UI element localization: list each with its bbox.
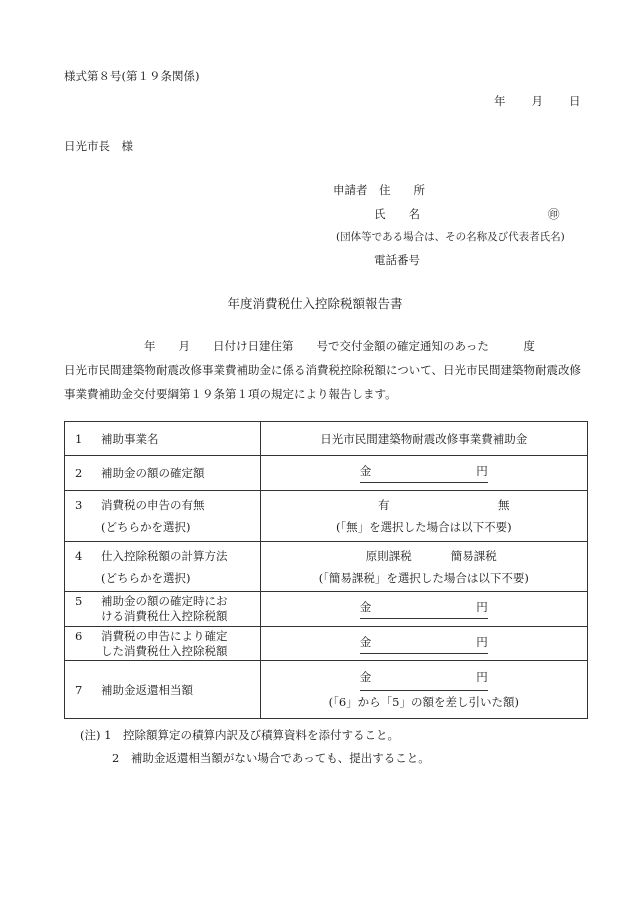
row-label-cell (65, 542, 261, 592)
row-label-line-1: 消費税の申告により確定 (101, 628, 228, 643)
row-label: 補助金返還相当額 (101, 682, 193, 697)
row-label: 補助事業名 (101, 431, 159, 446)
applicant-org-note: (団体等である場合は、その名称及び代表者氏名) (336, 231, 565, 243)
report-table (64, 421, 588, 719)
choose-one-note: (どちらかを選択) (101, 520, 191, 534)
note-2: 2 補助金返還相当額がない場合であっても、提出すること。 (112, 751, 430, 765)
table-row (65, 456, 588, 491)
option-general-taxation[interactable]: 原則課税 (365, 548, 412, 563)
applicant-phone-label: 電話番号 (374, 253, 420, 267)
refund-amount-cell (260, 661, 587, 719)
kin-label: 金 (359, 464, 372, 478)
refund-calc-note: (「6」から「5」の額を差し引いた額) (328, 695, 519, 709)
confirmed-amount-field[interactable] (260, 456, 587, 491)
note-1: (注) 1 控除額算定の積算内訳及び積算資料を添付すること。 (80, 728, 399, 742)
date-year-label: 年 (494, 94, 506, 108)
row-number: 2 (75, 466, 83, 480)
row-number: 3 (75, 498, 83, 512)
table-row (65, 422, 588, 456)
project-name-value: 日光市民間建築物耐震改修事業費補助金 (260, 422, 587, 456)
option-no[interactable]: 無 (498, 498, 510, 512)
row-label-cell (65, 661, 261, 719)
en-label: 円 (476, 634, 488, 649)
applicant-name-label: 氏 名 (374, 207, 420, 221)
row-number: 1 (75, 431, 83, 446)
row-label-cell (65, 491, 261, 542)
deduction-at-confirmation-field[interactable] (260, 592, 587, 627)
row-label-cell (65, 456, 261, 491)
statement-line-2: 日光市民間建築物耐震改修事業費補助金に係る消費税控除税額について、日光市民間建築物耐震改修事業費補助金交付要綱第１９条第１項の規定により報告します。 (64, 363, 582, 401)
row-label-cell (65, 592, 261, 627)
table-row (65, 627, 588, 661)
row-number: 6 (75, 628, 83, 643)
addressee: 日光市長 様 (64, 139, 133, 153)
row-label: 補助金の額の確定額 (101, 466, 205, 480)
option-note: (「簡易課税」を選択した場合は以下不要) (318, 570, 529, 585)
choose-one-note: (どちらかを選択) (101, 570, 191, 585)
calc-method-choice-cell (260, 542, 587, 592)
date-month-label: 月 (531, 94, 543, 108)
row-label-line-2: した消費税仕入控除税額 (101, 643, 228, 658)
row-number: 4 (75, 548, 83, 563)
applicant-address-label: 申請者 住 所 (333, 183, 425, 197)
kin-label: 金 (359, 634, 372, 649)
option-yes[interactable]: 有 (378, 498, 390, 512)
row-label-cell (65, 627, 261, 661)
en-label: 円 (476, 464, 488, 478)
date-day-label: 日 (569, 94, 581, 108)
table-row (65, 661, 588, 719)
tax-return-choice-cell (260, 491, 587, 542)
refund-amount-field[interactable] (360, 666, 488, 691)
deduction-by-return-field[interactable] (260, 627, 587, 661)
option-simplified-taxation[interactable]: 簡易課税 (450, 548, 497, 563)
row-label: 消費税の申告の有無 (101, 498, 205, 512)
en-label: 円 (476, 670, 488, 684)
row-label: 仕入控除税額の計算方法 (101, 548, 228, 563)
report-statement (64, 334, 589, 406)
kin-label: 金 (359, 670, 372, 684)
row-label-line-1: 補助金の額の確定時にお (101, 594, 228, 608)
row-number: 5 (75, 594, 83, 608)
row-number: 7 (75, 682, 83, 697)
option-note: (「無」を選択した場合は以下不要) (335, 520, 512, 534)
en-label: 円 (476, 600, 488, 614)
statement-line-1: 年 月 日付け日建住第 号で交付金額の確定通知のあった 度 (144, 339, 535, 353)
submission-date (494, 93, 581, 109)
row-label-cell (65, 422, 261, 456)
kin-label: 金 (359, 600, 372, 614)
table-row (65, 542, 588, 592)
table-row (65, 491, 588, 542)
row-label-line-2: ける消費税仕入控除税額 (101, 609, 228, 623)
table-row (65, 592, 588, 627)
document-title: 年度消費税仕入控除税額報告書 (227, 296, 403, 311)
form-number: 様式第８号(第１９条関係) (64, 69, 200, 83)
seal-mark: ㊞ (548, 207, 560, 221)
